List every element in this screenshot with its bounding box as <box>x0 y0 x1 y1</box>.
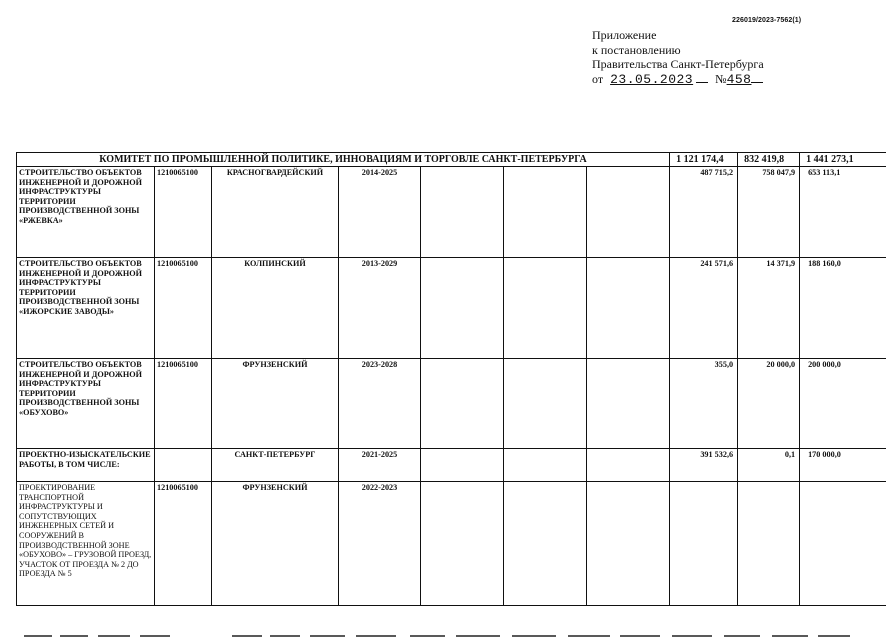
empty-cell <box>587 482 670 606</box>
row-district: КОЛПИНСКИЙ <box>212 258 339 359</box>
row-district: САНКТ-ПЕТЕРБУРГ <box>212 449 339 482</box>
empty-cell <box>504 167 587 258</box>
number-prefix: № <box>715 71 727 86</box>
table-row <box>17 167 886 258</box>
date-underline <box>696 73 708 83</box>
row-name: СТРОИТЕЛЬСТВО ОБЪЕКТОВ ИНЖЕНЕРНОЙ И ДОРОЖНОЙ ИНФРАСТРУКТУРЫ ТЕРРИТОРИИ ПРОИЗВОДСТВЕННОЙ ЗОНЫ «РЖЕВКА» <box>17 167 155 258</box>
row-value-2: 0,1 <box>738 449 800 482</box>
row-value-1: 391 532,6 <box>670 449 738 482</box>
empty-cell <box>587 359 670 449</box>
scan-edge-artifact <box>0 631 886 640</box>
resolution-number: 458 <box>726 71 752 87</box>
table-row <box>17 449 886 482</box>
row-code: 1210065100 <box>155 359 212 449</box>
row-value-1: 241 571,6 <box>670 258 738 359</box>
table-header-row <box>17 153 886 167</box>
document-number: 226019/2023-7562(1) <box>732 17 802 24</box>
row-district: ФРУНЗЕНСКИЙ <box>212 359 339 449</box>
empty-cell <box>504 359 587 449</box>
empty-cell <box>421 167 504 258</box>
row-name: СТРОИТЕЛЬСТВО ОБЪЕКТОВ ИНЖЕНЕРНОЙ И ДОРОЖНОЙ ИНФРАСТРУКТУРЫ ТЕРРИТОРИИ ПРОИЗВОДСТВЕННОЙ ЗОНЫ «ИЖОРСКИЕ ЗАВОДЫ» <box>17 258 155 359</box>
empty-cell <box>421 449 504 482</box>
empty-cell <box>504 258 587 359</box>
row-value-2: 14 371,9 <box>738 258 800 359</box>
row-value-2: 758 047,9 <box>738 167 800 258</box>
empty-cell <box>504 482 587 606</box>
row-district: КРАСНОГВАРДЕЙСКИЙ <box>212 167 339 258</box>
row-period: 2023-2028 <box>339 359 421 449</box>
row-code <box>155 449 212 482</box>
appendix-government: Правительства Санкт-Петербурга <box>592 57 764 72</box>
row-value-2: 20 000,0 <box>738 359 800 449</box>
empty-cell <box>587 258 670 359</box>
row-period: 2013-2029 <box>339 258 421 359</box>
row-name: ПРОЕКТИРОВАНИЕ ТРАНСПОРТНОЙ ИНФРАСТРУКТУРЫ И СОПУТСТВУЮЩИХ ИНЖЕНЕРНЫХ СЕТЕЙ И СООРУЖЕНИЙ В ПРОИЗВОДСТВЕННОЙ ЗОНЕ «ОБУХОВО» – ГРУЗОВОЙ ПРОЕЗД, УЧАСТОК ОТ ПРОЕЗДА № 2 ДО ПРОЕЗДА № 5 <box>17 482 155 606</box>
row-period: 2014-2025 <box>339 167 421 258</box>
row-code: 1210065100 <box>155 482 212 606</box>
row-value-3: 200 000,0 <box>800 359 886 449</box>
table-row <box>17 258 886 359</box>
budget-table <box>16 152 886 606</box>
row-value-3: 653 113,1 <box>800 167 886 258</box>
table-row <box>17 359 886 449</box>
row-district: ФРУНЗЕНСКИЙ <box>212 482 339 606</box>
appendix-resolution: к постановлению <box>592 42 681 57</box>
appendix-date-line <box>592 72 764 88</box>
row-value-1 <box>670 482 738 606</box>
header-value-3: 1 441 273,1 <box>800 153 886 167</box>
committee-title: КОМИТЕТ ПО ПРОМЫШЛЕННОЙ ПОЛИТИКЕ, ИННОВАЦИЯМ И ТОРГОВЛЕ САНКТ-ПЕТЕРБУРГА <box>17 153 670 167</box>
row-value-3 <box>800 482 886 606</box>
row-code: 1210065100 <box>155 167 212 258</box>
resolution-date: 23.05.2023 <box>610 71 694 87</box>
empty-cell <box>421 258 504 359</box>
empty-cell <box>587 167 670 258</box>
row-name: ПРОЕКТНО-ИЗЫСКАТЕЛЬСКИЕ РАБОТЫ, В ТОМ ЧИСЛЕ: <box>17 449 155 482</box>
empty-cell <box>587 449 670 482</box>
row-value-3: 188 160,0 <box>800 258 886 359</box>
empty-cell <box>504 449 587 482</box>
row-value-1: 487 715,2 <box>670 167 738 258</box>
appendix-title: Приложение <box>592 28 657 42</box>
row-code: 1210065100 <box>155 258 212 359</box>
table-row <box>17 482 886 606</box>
number-underline <box>751 73 763 83</box>
row-name: СТРОИТЕЛЬСТВО ОБЪЕКТОВ ИНЖЕНЕРНОЙ И ДОРОЖНОЙ ИНФРАСТРУКТУРЫ ТЕРРИТОРИИ ПРОИЗВОДСТВЕННОЙ ЗОНЫ «ОБУХОВО» <box>17 359 155 449</box>
row-period: 2021-2025 <box>339 449 421 482</box>
empty-cell <box>421 482 504 606</box>
row-value-2 <box>738 482 800 606</box>
row-value-1: 355,0 <box>670 359 738 449</box>
date-prefix: от <box>592 71 604 86</box>
appendix-block <box>592 28 764 87</box>
empty-cell <box>421 359 504 449</box>
row-period: 2022-2023 <box>339 482 421 606</box>
header-value-2: 832 419,8 <box>738 153 800 167</box>
header-value-1: 1 121 174,4 <box>670 153 738 167</box>
row-value-3: 170 000,0 <box>800 449 886 482</box>
